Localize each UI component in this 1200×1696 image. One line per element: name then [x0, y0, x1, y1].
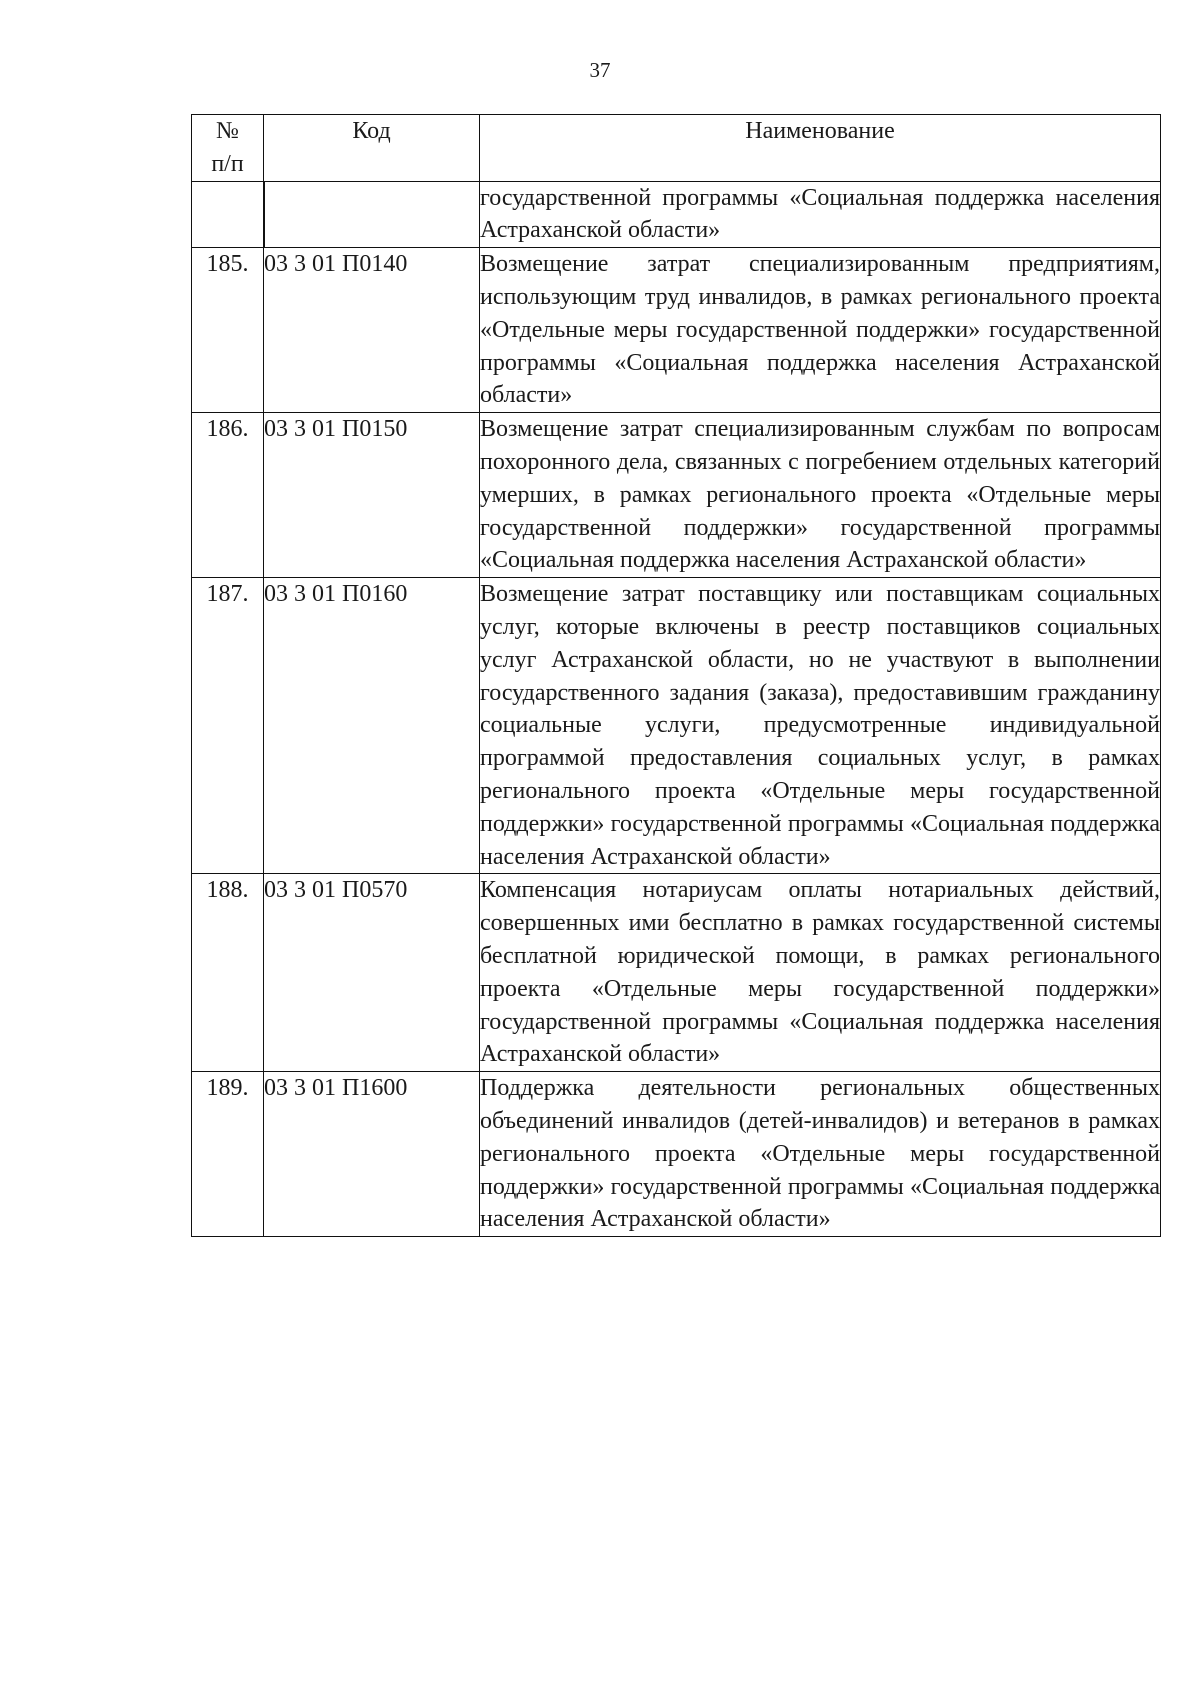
- row-name: Компенсация нотариусам оплаты нотариальных действий, совершенных ими бесплатно в рамках государственной системы бесплатной юридической помощи, в рамках регионального проекта «Отдельные меры государственной поддержки» государственной программы «Социальная поддержка населения Астраханской области»: [480, 874, 1161, 1072]
- row-code: 03 3 01 П1600: [264, 1072, 480, 1237]
- row-name: государственной программы «Социальная поддержка населения Астраханской области»: [480, 181, 1161, 248]
- header-number-symbol: №: [216, 118, 239, 144]
- budget-classification-table: [191, 114, 1161, 1237]
- row-code: [264, 181, 480, 248]
- page-number: 37: [589, 58, 611, 82]
- table-row: [192, 578, 1161, 874]
- row-code: 03 3 01 П0570: [264, 874, 480, 1072]
- row-name: Возмещение затрат специализированным службам по вопросам похоронного дела, связанных с погребением отдельных категорий умерших, в рамках регионального проекта «Отдельные меры государственной поддержки» государственной программы «Социальная поддержка населения Астраханской области»: [480, 413, 1161, 578]
- row-number: 185.: [192, 248, 264, 413]
- header-number-abbrev: п/п: [211, 150, 244, 177]
- row-name: Поддержка деятельности региональных общественных объединений инвалидов (детей-инвалидов) и ветеранов в рамках регионального проекта «Отдельные меры государственной поддержки» государственной программы «Социальная поддержка населения Астраханской области»: [480, 1072, 1161, 1237]
- row-code: 03 3 01 П0150: [264, 413, 480, 578]
- row-number: 187.: [192, 578, 264, 874]
- table-row: [192, 248, 1161, 413]
- row-number: [192, 181, 264, 248]
- row-number: 188.: [192, 874, 264, 1072]
- row-number: 189.: [192, 1072, 264, 1237]
- header-name: Наименование: [480, 115, 1161, 182]
- row-code: 03 3 01 П0160: [264, 578, 480, 874]
- row-name: Возмещение затрат специализированным предприятиям, использующим труд инвалидов, в рамках регионального проекта «Отдельные меры государственной поддержки» государственной программы «Социальная поддержка населения Астраханской области»: [480, 248, 1161, 413]
- table-row: [192, 1072, 1161, 1237]
- table-row: [192, 413, 1161, 578]
- header-code: Код: [264, 115, 480, 182]
- row-number: 186.: [192, 413, 264, 578]
- row-code: 03 3 01 П0140: [264, 248, 480, 413]
- table-row: [192, 874, 1161, 1072]
- table-header-row: [192, 115, 1161, 182]
- table-row-continuation: [192, 181, 1161, 248]
- header-number: [192, 115, 264, 182]
- row-name: Возмещение затрат поставщику или поставщикам социальных услуг, которые включены в реестр поставщиков социальных услуг Астраханской области, но не участвуют в выполнении государственного задания (заказа), предоставившим гражданину социальные услуги, предусмотренные индивидуальной программой предоставления социальных услуг, в рамках регионального проекта «Отдельные меры государственной поддержки» государственной программы «Социальная поддержка населения Астраханской области»: [480, 578, 1161, 874]
